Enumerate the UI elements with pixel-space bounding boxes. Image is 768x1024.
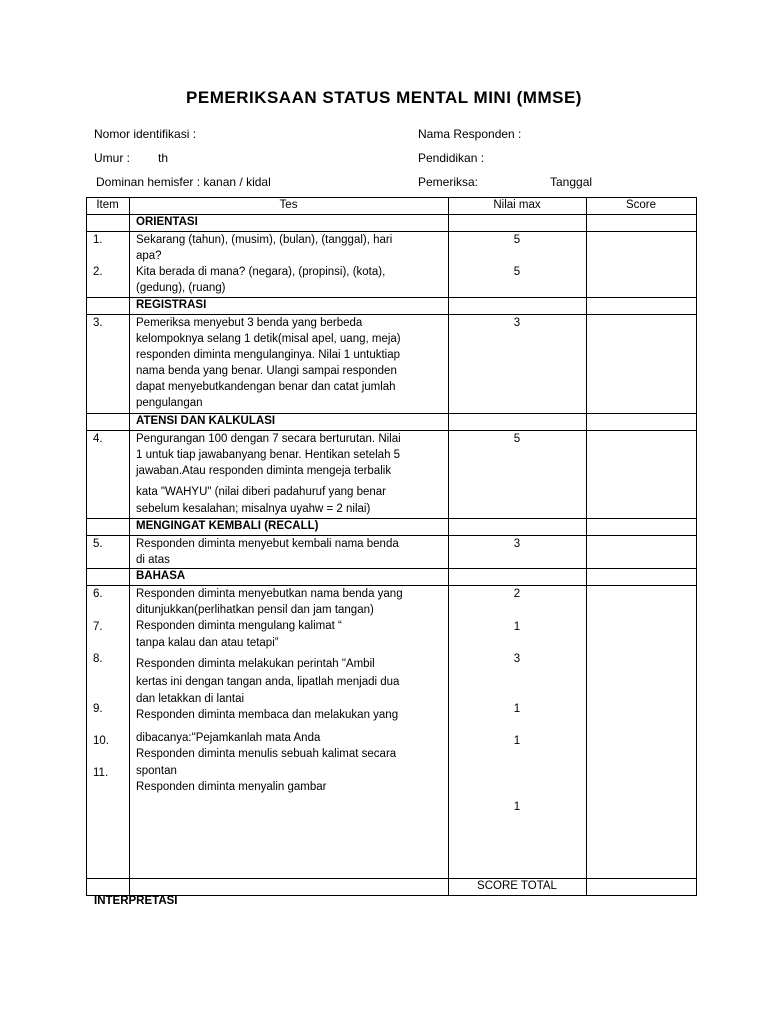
item-max-value: 1 [513, 621, 521, 633]
nomor-identifikasi-label: Nomor identifikasi : [94, 127, 197, 141]
item-number: 2. [93, 266, 103, 278]
header-item: Item [96, 199, 119, 211]
umur-unit: th [158, 151, 169, 165]
header-nilai-max: Nilai max [493, 199, 541, 211]
item-text: Responden diminta menulis sebuah kalimat secara [136, 748, 397, 760]
page-title: PEMERIKSAAN STATUS MENTAL MINI (MMSE) [186, 88, 582, 107]
item-text: dan letakkan di lantai [136, 693, 245, 705]
item-text: ditunjukkan(perlihatkan pensil dan jam tangan) [136, 604, 374, 616]
table-border-right [696, 197, 697, 896]
row-line [86, 878, 697, 879]
tanggal-label: Tanggal [550, 175, 593, 189]
item-max-value: 5 [513, 433, 521, 445]
item-text: Responden diminta menyalin gambar [136, 781, 327, 793]
item-text: nama benda yang benar. Ulangi sampai responden [136, 365, 397, 377]
item-number: 9. [93, 703, 103, 715]
item-max-value: 5 [513, 234, 521, 246]
item-max-value: 3 [513, 653, 521, 665]
item-text: dibacanya:"Pejamkanlah mata Anda [136, 732, 321, 744]
item-number: 11. [93, 767, 109, 779]
item-text: Responden diminta menyebutkan nama benda yang [136, 588, 403, 600]
column-line [586, 197, 587, 896]
item-text: sebelum kesalahan; misalnya uyahw = 2 nilai) [136, 503, 371, 515]
item-number: 3. [93, 317, 103, 329]
item-text: Sekarang (tahun), (musim), (bulan), (tanggal), hari [136, 234, 393, 246]
item-text: (gedung), (ruang) [136, 282, 226, 294]
item-text: apa? [136, 250, 162, 262]
item-text: Pengurangan 100 dengan 7 secara berturutan. Nilai [136, 433, 401, 445]
item-max-value: 3 [513, 317, 521, 329]
mmse-table [86, 197, 697, 896]
item-text: kertas ini dengan tangan anda, lipatlah menjadi dua [136, 676, 400, 688]
table-border-left [86, 197, 87, 896]
item-text: Responden diminta menyebut kembali nama benda [136, 538, 399, 550]
item-max-value: 5 [513, 266, 521, 278]
pendidikan-label: Pendidikan : [418, 151, 485, 165]
section-orientasi: ORIENTASI [136, 216, 198, 228]
item-text: pengulangan [136, 397, 203, 409]
item-number: 6. [93, 588, 103, 600]
item-max-value: 1 [513, 703, 521, 715]
nama-responden-label: Nama Responden : [418, 127, 522, 141]
item-number: 7. [93, 621, 103, 633]
item-max-value: 1 [513, 735, 521, 747]
item-text: kelompoknya selang 1 detik(misal apel, uang, meja) [136, 333, 401, 345]
section-bahasa: BAHASA [136, 570, 186, 582]
item-text: Responden diminta mengulang kalimat “ [136, 620, 342, 632]
item-text: tanpa kalau dan atau tetapi” [136, 637, 279, 649]
item-text: dapat menyebutkandengan benar dan catat jumlah [136, 381, 396, 393]
item-text: Responden diminta melakukan perintah "Ambil [136, 658, 375, 670]
section-recall: MENGINGAT KEMBALI (RECALL) [136, 520, 319, 532]
item-text: kata "WAHYU" (nilai diberi padahuruf yang benar [136, 486, 387, 498]
item-number: 1. [93, 234, 103, 246]
section-registrasi: REGISTRASI [136, 299, 207, 311]
table-border-bottom [86, 895, 697, 896]
item-text: 1 untuk tiap jawabanyang benar. Hentikan setelah 5 [136, 449, 401, 461]
header-tes: Tes [279, 199, 298, 211]
score-total-label: SCORE TOTAL [477, 880, 557, 892]
column-line [129, 197, 130, 896]
item-text: Kita berada di mana? (negara), (propinsi), (kota), [136, 266, 386, 278]
umur-label: Umur : [94, 151, 130, 165]
pemeriksa-label: Pemeriksa: [418, 175, 479, 189]
item-number: 8. [93, 653, 103, 665]
dominan-hemisfer-label: Dominan hemisfer : kanan / kidal [96, 175, 271, 189]
item-number: 5. [93, 538, 103, 550]
item-number: 4. [93, 433, 103, 445]
item-text: jawaban.Atau responden diminta mengeja terbalik [136, 465, 392, 477]
item-text: Pemeriksa menyebut 3 benda yang berbeda [136, 317, 363, 329]
item-text: Responden diminta membaca dan melakukan yang [136, 709, 399, 721]
item-max-value: 3 [513, 538, 521, 550]
item-text: di atas [136, 554, 170, 566]
header-score: Score [625, 199, 657, 211]
item-text: spontan [136, 765, 177, 777]
interpretasi-label: INTERPRETASI [94, 895, 178, 907]
item-number: 10. [93, 735, 109, 747]
item-max-value: 2 [513, 588, 521, 600]
item-max-value: 1 [513, 801, 521, 813]
item-text: responden diminta mengulanginya. Nilai 1 untuktiap [136, 349, 401, 361]
section-atensi: ATENSI DAN KALKULASI [136, 415, 276, 427]
